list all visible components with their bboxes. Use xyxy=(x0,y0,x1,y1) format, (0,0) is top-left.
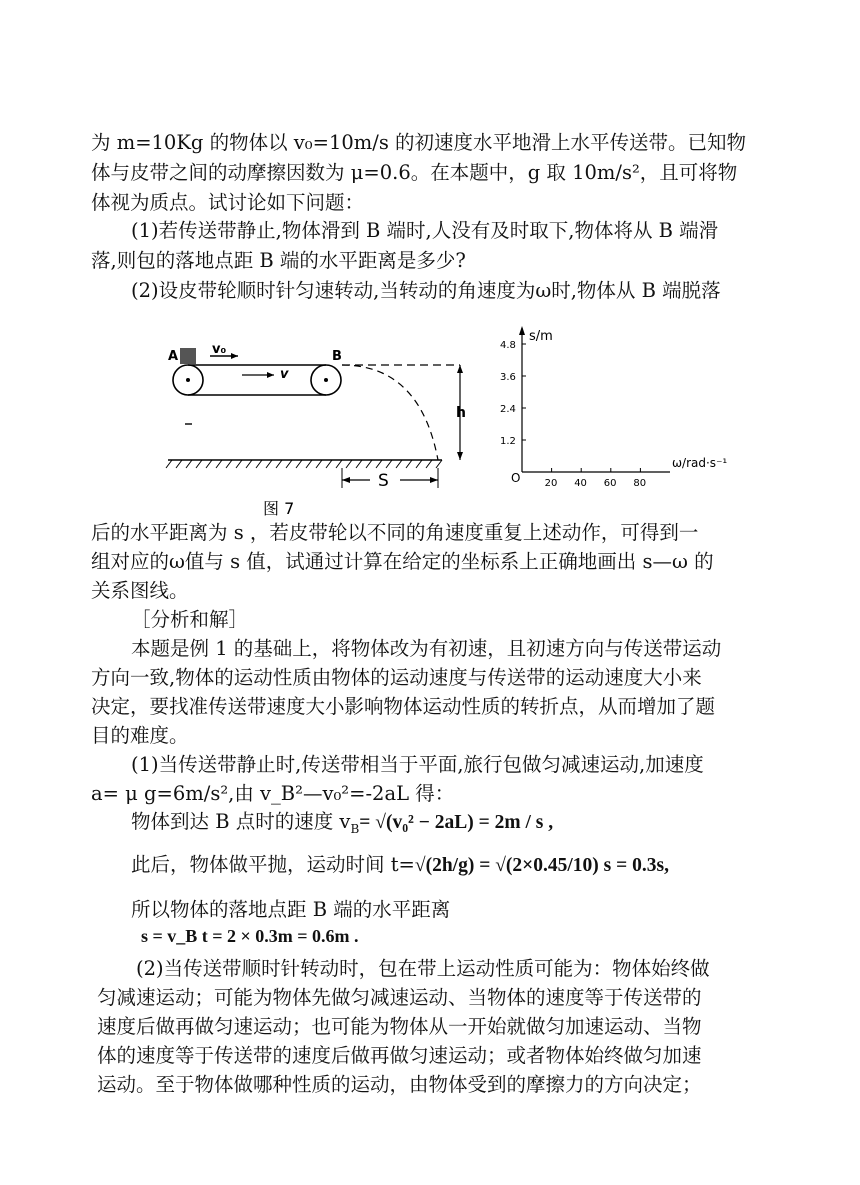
text-line-6: (2)设皮带轮顺时针匀速转动,当转动的角速度为ω时,物体从 B 端脱落 xyxy=(131,279,721,302)
formula-vb xyxy=(131,809,553,836)
text-line-4: (1)若传送带静止,物体滑到 B 端时,人没有及时取下,物体将从 B 端滑 xyxy=(131,219,719,242)
text-line-13: 决定，要找准传送带速度大小影响物体运动性质的转折点，从而增加了题 xyxy=(91,695,716,718)
y-tick-label: 3.6 xyxy=(500,372,516,383)
y-tick-label: 4.8 xyxy=(500,340,516,351)
y-axis-arrow xyxy=(519,326,525,335)
formula-distance: s = v_B t = 2 × 0.3m = 0.6m . xyxy=(141,926,359,946)
y-tick-label: 2.4 xyxy=(500,404,516,415)
label-h: h xyxy=(456,405,466,421)
origin-label: O xyxy=(511,471,521,485)
text-line-2: 体与皮带之间的动摩擦因数为 μ=0.6。在本题中，g 取 10m/s²，且可将物 xyxy=(91,161,738,184)
text-line-12: 方向一致,物体的运动性质由物体的运动速度与传送带的运动速度大小来 xyxy=(91,666,702,689)
text-line-3: 体视为质点。试讨论如下问题： xyxy=(91,191,365,214)
object-block xyxy=(180,348,196,364)
text-line-24: 体的速度等于传送带的速度后做再做匀速运动；或者物体始终做匀加速 xyxy=(97,1044,702,1067)
text-line-19: 所以物体的落地点距 B 端的水平距离 xyxy=(131,898,451,921)
label-a: A xyxy=(168,349,179,364)
label-s: S xyxy=(378,471,389,491)
text-line-11: 本题是例 1 的基础上，将物体改为有初速，且初速方向与传送带运动 xyxy=(131,637,722,660)
formula-vb-value: = √(v₀² − 2aL) = 2m / s , xyxy=(359,812,554,833)
formula-time xyxy=(131,852,669,879)
formula-time-prefix: 此后，物体做平抛，运动时间 t= xyxy=(131,853,415,876)
figure-caption: 图 7 xyxy=(263,499,295,518)
text-line-7: 后的水平距离为 s ，若皮带轮以不同的角速度重复上述动作，可得到一 xyxy=(91,521,699,544)
y-tick-label: 1.2 xyxy=(500,436,516,447)
text-line-16: a= μ g=6m/s²,由 v_B²—v₀²=-2aL 得： xyxy=(91,782,455,805)
text-line-9: 关系图线。 xyxy=(91,579,189,602)
x-tick-label: 60 xyxy=(603,478,617,489)
text-line-15: (1)当传送带静止时,传送带相当于平面,旅行包做匀减速运动,加速度 xyxy=(131,753,704,776)
x-tick-label: 40 xyxy=(574,478,587,489)
x-tick-label: 80 xyxy=(633,478,647,489)
x-tick-label: 20 xyxy=(544,478,558,489)
text-line-14: 目的难度。 xyxy=(91,724,189,747)
label-v: v xyxy=(280,367,289,382)
text-line-1: 为 m=10Kg 的物体以 v₀=10m/s 的初速度水平地滑上水平传送带。已知物 xyxy=(91,131,747,154)
section-heading: ［分析和解］ xyxy=(131,608,249,631)
text-line-23: 速度后做再做匀速运动；也可能为物体从一开始就做匀加速运动、当物 xyxy=(97,1015,702,1038)
text-line-22: 匀减速运动；可能为物体先做匀减速运动、当物体的速度等于传送带的 xyxy=(97,986,702,1009)
figure-7 xyxy=(160,322,800,522)
text-line-21: (2)当传送带顺时针转动时，包在带上运动性质可能为：物体始终做 xyxy=(136,957,710,980)
text-line-25: 运动。至于物体做哪种性质的运动，由物体受到的摩擦力的方向决定； xyxy=(97,1073,702,1096)
label-v0: v₀ xyxy=(212,342,227,357)
label-b: B xyxy=(332,349,342,364)
formula-vb-prefix: 物体到达 B 点时的速度 v xyxy=(131,810,351,833)
text-line-8: 组对应的ω值与 s 值，试通过计算在给定的坐标系上正确地画出 s—ω 的 xyxy=(91,550,714,573)
text-line-5: 落,则包的落地点距 B 端的水平距离是多少? xyxy=(91,249,466,272)
s-omega-axes xyxy=(500,326,727,489)
y-axis-label: s/m xyxy=(529,329,553,344)
x-axis-label: ω/rad·s⁻¹ xyxy=(672,456,728,470)
formula-vb-subscript: B xyxy=(350,821,360,836)
trajectory-curve xyxy=(342,365,438,460)
conveyor-diagram xyxy=(166,342,466,518)
formula-time-value: √(2h/g) = √(2×0.45/10) s = 0.3s, xyxy=(414,855,669,876)
